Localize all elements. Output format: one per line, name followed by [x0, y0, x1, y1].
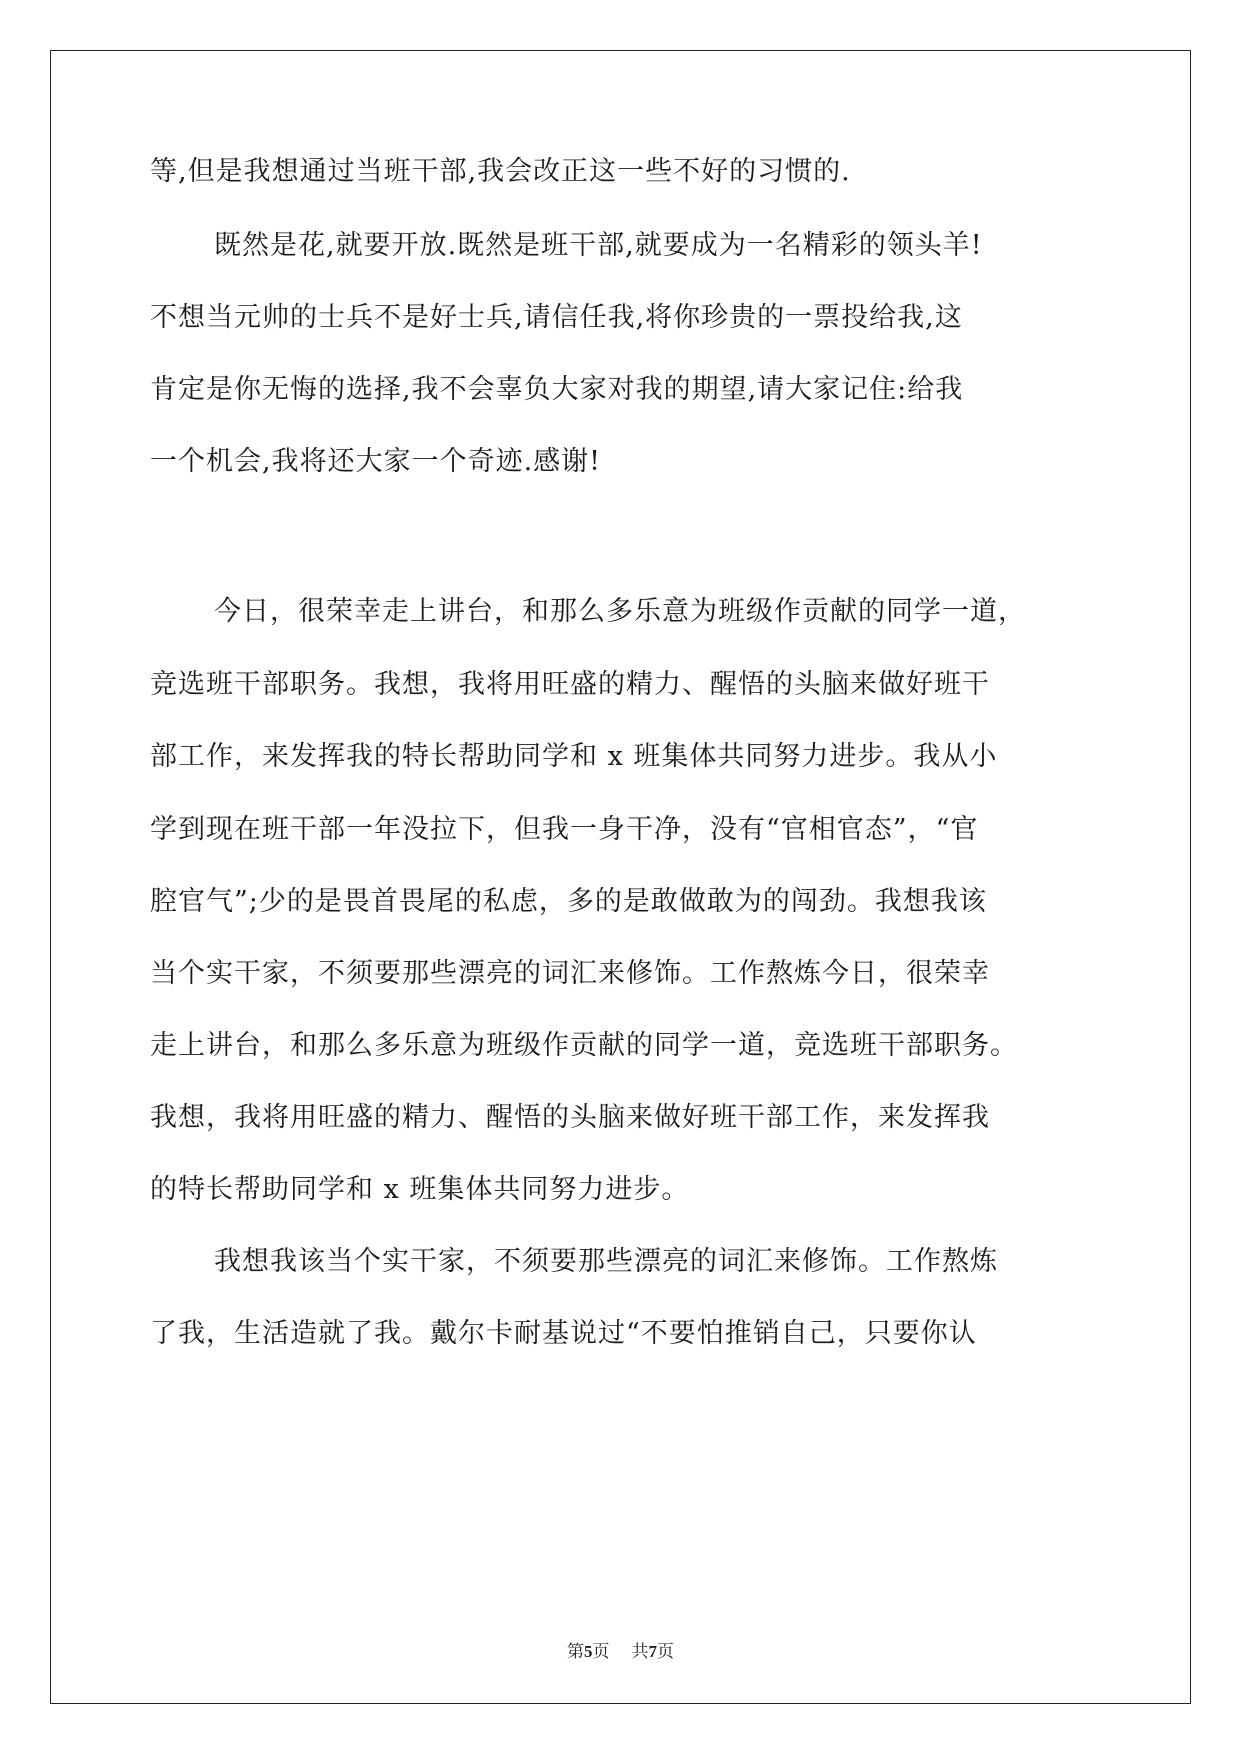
text-line: 一个机会,我将还大家一个奇迹.感谢!: [150, 446, 602, 477]
text-line: 了我，生活造就了我。戴尔卡耐基说过“不要怕推销自己，只要你认: [150, 1318, 977, 1349]
text-line: 腔官气”;少的是畏首畏尾的私虑，多的是敢做敢为的闯劲。我想我该: [150, 886, 987, 917]
total-suffix: 页: [657, 1642, 674, 1662]
page-suffix: 页: [592, 1642, 610, 1662]
total-pages: 7: [648, 1642, 657, 1661]
text-line: 竞选班干部职务。我想，我将用旺盛的精力、醒悟的头脑来做好班干: [150, 669, 990, 700]
text-line: 的特长帮助同学和 x 班集体共同努力进步。: [150, 1174, 690, 1205]
text-line: 部工作，来发挥我的特长帮助同学和 x 班集体共同努力进步。我从小: [150, 741, 998, 772]
text-line: 我想，我将用旺盛的精力、醒悟的头脑来做好班干部工作，来发挥我: [150, 1102, 990, 1133]
page-number: 5: [584, 1642, 593, 1661]
text-line: 当个实干家，不须要那些漂亮的词汇来修饰。工作熬炼今日，很荣幸: [150, 958, 990, 989]
text-line: 不想当元帅的士兵不是好士兵,请信任我,将你珍贵的一票投给我,这: [150, 302, 963, 333]
text-line: 学到现在班干部一年没拉下，但我一身干净，没有“官相官态”，“官: [150, 814, 979, 845]
text-line: 等,但是我想通过当班干部,我会改正这一些不好的习惯的.: [150, 156, 851, 187]
page-prefix: 第: [567, 1642, 584, 1662]
text-line: 既然是花,就要开放.既然是班干部,就要成为一名精彩的领头羊!: [214, 230, 983, 261]
text-line: 肯定是你无悔的选择,我不会辜负大家对我的期望,请大家记住:给我: [150, 374, 964, 405]
text-line: 今日，很荣幸走上讲台，和那么多乐意为班级作贡献的同学一道，: [214, 596, 1026, 627]
text-line: 我想我该当个实干家，不须要那些漂亮的词汇来修饰。工作熬炼: [214, 1246, 998, 1277]
text-line: 走上讲台，和那么多乐意为班级作贡献的同学一道，竞选班干部职务。: [150, 1030, 1018, 1061]
total-prefix: 共: [631, 1642, 649, 1662]
page-footer: [0, 1640, 1241, 1664]
